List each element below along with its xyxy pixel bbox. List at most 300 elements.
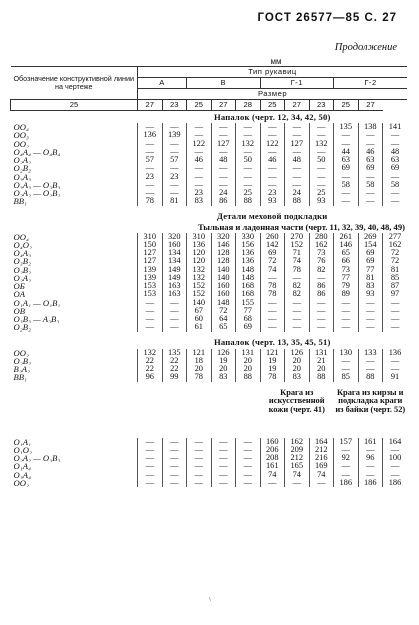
table-cell: 164 — [309, 438, 334, 446]
table-cell: 270 — [285, 233, 310, 241]
table-cell: 134 — [162, 249, 187, 257]
table-cell: 269 — [358, 233, 383, 241]
table-cell: — — [187, 148, 212, 156]
table-cell: 206 — [260, 446, 285, 454]
table-cell: 63 — [358, 156, 383, 164]
table-cell: — — [285, 181, 310, 189]
section-title: Напалок (черт. 12, 34, 42, 50) — [213, 111, 331, 122]
table-cell: — — [334, 189, 359, 197]
table-cell: 131 — [309, 349, 334, 357]
table-cell: — — [358, 131, 383, 139]
table-cell: — — [260, 274, 285, 282]
table-cell: 141 — [383, 123, 408, 131]
table-cell: — — [285, 315, 310, 323]
table-cell: 92 — [334, 454, 359, 462]
table-row — [11, 357, 408, 365]
table-cell: 24 — [285, 189, 310, 197]
table-cell: — — [138, 323, 163, 331]
table-cell: — — [162, 148, 187, 156]
line-designation: BB₁ — [13, 373, 27, 382]
table-cell: — — [309, 274, 334, 282]
table-cell: 86 — [211, 197, 236, 205]
table-cell: — — [187, 181, 212, 189]
table-cell: 86 — [309, 282, 334, 290]
table-cell: — — [211, 123, 236, 131]
table-cell: — — [358, 471, 383, 479]
table-cell: 120 — [187, 249, 212, 257]
table-cell: 20 — [236, 365, 261, 373]
table-row — [11, 241, 408, 249]
table-cell: 127 — [211, 140, 236, 148]
section-heading-row — [11, 337, 408, 349]
table-row — [11, 266, 408, 274]
table-cell: 260 — [260, 233, 285, 241]
size-column-header: 27 — [138, 100, 163, 111]
table-cell: — — [383, 357, 408, 365]
table-cell: — — [162, 462, 187, 470]
table-cell: 88 — [236, 373, 261, 381]
table-cell: 73 — [309, 249, 334, 257]
table-row — [11, 315, 408, 323]
table-cell: — — [211, 438, 236, 446]
table-cell: 162 — [309, 241, 334, 249]
table-cell: 19 — [260, 365, 285, 373]
size-column-header: 23 — [309, 100, 334, 111]
table-cell: — — [138, 123, 163, 131]
table-cell: — — [162, 140, 187, 148]
table-cell: — — [236, 471, 261, 479]
line-designation: O₁A₁ — [13, 437, 31, 446]
table-cell: — — [334, 307, 359, 315]
table-cell: 22 — [138, 365, 163, 373]
table-cell: — — [285, 323, 310, 331]
table-cell: 23 — [260, 189, 285, 197]
table-cell: 88 — [358, 373, 383, 381]
table-cell: 140 — [187, 299, 212, 307]
section-subtitle-row — [11, 223, 408, 233]
table-row — [11, 131, 408, 139]
table-cell: — — [211, 462, 236, 470]
table-row — [11, 173, 408, 181]
section-title: Напалок (черт. 13, 35, 45, 51) — [213, 337, 331, 347]
table-cell: 64 — [211, 315, 236, 323]
table-cell: — — [334, 197, 359, 205]
table-cell: 128 — [211, 257, 236, 265]
table-cell: — — [383, 131, 408, 139]
table-cell: 134 — [162, 257, 187, 265]
table-cell: 126 — [211, 349, 236, 357]
table-cell: — — [334, 365, 359, 373]
table-cell: — — [260, 315, 285, 323]
table-cell: 127 — [285, 140, 310, 148]
line-designation: O₃A₃ — [13, 172, 31, 181]
table-cell: 310 — [138, 233, 163, 241]
table-cell: 164 — [383, 438, 408, 446]
table-cell: 136 — [383, 349, 408, 357]
section-heading-row — [11, 211, 408, 223]
table-cell: — — [187, 462, 212, 470]
table-cell: 78 — [138, 197, 163, 205]
table-row — [11, 249, 408, 257]
line-designation: OO₄ — [13, 123, 29, 132]
table-cell: — — [138, 148, 163, 156]
table-cell: — — [138, 189, 163, 197]
table-cell: — — [285, 123, 310, 131]
table-cell: — — [260, 173, 285, 181]
table-cell: — — [162, 123, 187, 131]
table-cell: 136 — [236, 249, 261, 257]
size-column-header: 28 — [236, 100, 261, 111]
table-cell: 91 — [383, 373, 408, 381]
table-cell: 89 — [334, 290, 359, 298]
table-cell: — — [211, 479, 236, 487]
units-label: мм — [270, 57, 282, 66]
table-cell: 77 — [334, 274, 359, 282]
table-row — [11, 471, 408, 479]
table-cell: 150 — [138, 241, 163, 249]
table-cell: — — [211, 148, 236, 156]
table-cell: 22 — [162, 365, 187, 373]
table-cell: — — [334, 446, 359, 454]
table-cell: 126 — [285, 349, 310, 357]
table-cell: — — [138, 307, 163, 315]
table-row — [11, 290, 408, 298]
table-cell: 148 — [211, 299, 236, 307]
line-designation: O₄O₂ — [13, 240, 32, 249]
table-cell: 162 — [285, 438, 310, 446]
table-cell: 132 — [236, 140, 261, 148]
table-cell: 81 — [383, 266, 408, 274]
line-designation: OБ — [13, 282, 25, 291]
table-cell: 122 — [187, 140, 212, 148]
table-cell: 162 — [383, 241, 408, 249]
table-cell: — — [383, 189, 408, 197]
type-v: В — [187, 78, 261, 89]
table-cell: 68 — [236, 315, 261, 323]
table-cell: — — [187, 446, 212, 454]
table-cell: 128 — [211, 249, 236, 257]
line-designation: OO₂ — [13, 348, 29, 357]
table-cell: 78 — [260, 282, 285, 290]
table-cell: 140 — [211, 266, 236, 274]
table-cell: — — [187, 471, 212, 479]
table-cell: — — [236, 454, 261, 462]
table-cell: — — [211, 164, 236, 172]
section-title: Детали меховой подкладки — [217, 211, 328, 221]
table-cell: 96 — [138, 373, 163, 381]
table-cell: — — [285, 274, 310, 282]
table-cell: 88 — [309, 373, 334, 381]
table-cell: 165 — [285, 462, 310, 470]
table-cell: 83 — [285, 373, 310, 381]
table-cell: 69 — [334, 164, 359, 172]
line-designation: OO₄ — [13, 232, 29, 241]
table-cell: 81 — [358, 274, 383, 282]
table-cell: — — [162, 454, 187, 462]
table-cell: 88 — [236, 197, 261, 205]
table-cell: 63 — [334, 156, 359, 164]
line-designation: O₂B₂ — [13, 323, 31, 332]
table-cell: — — [162, 181, 187, 189]
table-cell: — — [334, 357, 359, 365]
table-cell: 146 — [211, 241, 236, 249]
table-cell: — — [138, 438, 163, 446]
table-cell: — — [383, 140, 408, 148]
table-cell: — — [260, 299, 285, 307]
table-cell: 127 — [138, 249, 163, 257]
table-cell: 69 — [236, 323, 261, 331]
table-cell: 130 — [334, 349, 359, 357]
tarpaulin-cuff-heading: Крага из кирзы и подкладка краги из байки (черт. 52) — [335, 387, 406, 414]
table-cell: 48 — [383, 148, 408, 156]
table-cell: 20 — [285, 365, 310, 373]
table-row — [11, 140, 408, 148]
table-cell: 99 — [162, 373, 187, 381]
table-cell: — — [334, 173, 359, 181]
table-cell: — — [236, 131, 261, 139]
table-cell: 160 — [211, 290, 236, 298]
size-column-header: 25 — [11, 100, 138, 111]
table-cell: — — [187, 123, 212, 131]
table-cell: — — [138, 164, 163, 172]
table-cell: — — [236, 173, 261, 181]
table-cell: 72 — [211, 307, 236, 315]
table-cell: — — [358, 299, 383, 307]
table-cell: 78 — [260, 290, 285, 298]
table-cell: — — [383, 315, 408, 323]
line-designation: O₂A₂ — [13, 156, 31, 165]
table-cell: 72 — [383, 257, 408, 265]
table-cell: 216 — [309, 454, 334, 462]
designation-header: Обозначение конструктивной линии на чертеже — [11, 67, 138, 100]
table-cell: 46 — [187, 156, 212, 164]
table-cell: 186 — [334, 479, 359, 487]
table-cell: 69 — [260, 249, 285, 257]
table-cell: — — [138, 315, 163, 323]
table-cell: — — [334, 462, 359, 470]
table-cell: — — [334, 315, 359, 323]
table-cell: 146 — [334, 241, 359, 249]
table-cell: 83 — [211, 373, 236, 381]
type-a: А — [138, 78, 187, 89]
table-cell: 160 — [211, 282, 236, 290]
table-cell: 74 — [285, 471, 310, 479]
table-cell: 280 — [309, 233, 334, 241]
table-cell: 24 — [211, 189, 236, 197]
table-cell: — — [187, 438, 212, 446]
table-cell: — — [334, 299, 359, 307]
table-cell: — — [358, 197, 383, 205]
table-cell: 155 — [236, 299, 261, 307]
table-cell: 82 — [285, 290, 310, 298]
line-designation: O₂B₂ — [13, 164, 31, 173]
table-cell: 85 — [334, 373, 359, 381]
table-cell: 58 — [358, 181, 383, 189]
table-cell: 132 — [187, 266, 212, 274]
table-cell: — — [138, 471, 163, 479]
table-cell: 121 — [260, 349, 285, 357]
table-cell: 20 — [187, 365, 212, 373]
table-cell: — — [211, 454, 236, 462]
table-cell: 330 — [236, 233, 261, 241]
table-cell: 72 — [383, 249, 408, 257]
table-cell: — — [138, 454, 163, 462]
table-cell: 58 — [334, 181, 359, 189]
line-designation: O₂A₂ — [13, 273, 31, 282]
table-cell: 212 — [285, 454, 310, 462]
table-cell: 87 — [383, 282, 408, 290]
table-cell: 139 — [162, 131, 187, 139]
table-cell: — — [358, 140, 383, 148]
table-cell: 23 — [162, 173, 187, 181]
table-cell: 169 — [309, 462, 334, 470]
table-cell: — — [236, 148, 261, 156]
table-cell: — — [260, 181, 285, 189]
table-cell: 168 — [236, 282, 261, 290]
table-cell: 20 — [285, 357, 310, 365]
table-cell: 48 — [211, 156, 236, 164]
table-cell: 148 — [236, 274, 261, 282]
table-cell: 60 — [187, 315, 212, 323]
table-row — [11, 323, 408, 331]
artificial-leather-cuff-heading: Крага из искусственной кожи (черт. 41) — [268, 387, 325, 414]
line-designation: O₁A₁ — O₁B₁ — [13, 298, 61, 307]
table-cell: 97 — [383, 290, 408, 298]
table-cell: — — [285, 173, 310, 181]
table-cell: — — [162, 307, 187, 315]
table-cell: — — [309, 173, 334, 181]
line-designation: OO₂ — [13, 478, 29, 487]
size-column-header: 27 — [285, 100, 310, 111]
line-designation: O₂A₂ — O₂B₂ — [13, 189, 61, 198]
line-designation: BB₁ — [13, 197, 27, 206]
table-cell: 20 — [211, 365, 236, 373]
table-cell: — — [358, 446, 383, 454]
table-cell: — — [138, 479, 163, 487]
table-cell: 74 — [285, 257, 310, 265]
line-designation: B₂A₂ — [13, 365, 30, 374]
table-cell: 65 — [334, 249, 359, 257]
line-designation: O₂B₂ — [13, 356, 31, 365]
table-cell: 157 — [334, 438, 359, 446]
table-cell: — — [211, 181, 236, 189]
table-cell: 65 — [211, 323, 236, 331]
table-cell: — — [383, 446, 408, 454]
table-row — [11, 373, 408, 381]
table-cell: — — [309, 315, 334, 323]
table-cell: 78 — [260, 373, 285, 381]
table-cell: 69 — [383, 164, 408, 172]
table-cell: — — [162, 323, 187, 331]
table-cell: — — [383, 197, 408, 205]
table-cell: 138 — [358, 123, 383, 131]
table-row — [11, 257, 408, 265]
table-cell: — — [162, 164, 187, 172]
table-cell: — — [260, 164, 285, 172]
table-cell: 152 — [285, 241, 310, 249]
table-cell: — — [285, 148, 310, 156]
table-cell: 186 — [358, 479, 383, 487]
table-row — [11, 349, 408, 357]
table-cell: 122 — [260, 140, 285, 148]
table-cell: — — [285, 299, 310, 307]
table-cell: — — [236, 479, 261, 487]
table-cell: 69 — [358, 164, 383, 172]
table-row — [11, 282, 408, 290]
table-cell: — — [285, 131, 310, 139]
line-designation: O₁O₂ — [13, 445, 32, 454]
table-cell: — — [211, 131, 236, 139]
table-cell: — — [187, 131, 212, 139]
line-designation: OO₂ — [13, 139, 29, 148]
table-cell: — — [383, 173, 408, 181]
table-cell: — — [358, 462, 383, 470]
table-cell: 50 — [309, 156, 334, 164]
table-cell: — — [260, 148, 285, 156]
table-cell: — — [187, 479, 212, 487]
table-cell: — — [211, 471, 236, 479]
table-cell: 140 — [211, 274, 236, 282]
table-cell: — — [309, 164, 334, 172]
table-cell: — — [358, 307, 383, 315]
table-cell: — — [162, 446, 187, 454]
table-cell: 160 — [260, 438, 285, 446]
table-cell: 153 — [138, 290, 163, 298]
table-cell: — — [236, 438, 261, 446]
table-cell: 132 — [309, 140, 334, 148]
table-cell: 136 — [138, 131, 163, 139]
table-cell: — — [236, 181, 261, 189]
table-cell: 63 — [383, 156, 408, 164]
table-cell: 74 — [260, 471, 285, 479]
table-cell: — — [211, 173, 236, 181]
table-cell: 82 — [285, 282, 310, 290]
table-cell: — — [260, 323, 285, 331]
table-cell: — — [138, 462, 163, 470]
table-cell: 277 — [383, 233, 408, 241]
table-cell: — — [309, 181, 334, 189]
table-cell: 72 — [260, 257, 285, 265]
table-cell: 209 — [285, 446, 310, 454]
table-cell: 208 — [260, 454, 285, 462]
table-cell: 19 — [260, 357, 285, 365]
line-designation: OB — [13, 306, 25, 315]
table-cell: — — [334, 131, 359, 139]
table-cell: — — [285, 479, 310, 487]
table-cell: — — [285, 164, 310, 172]
table-cell: — — [358, 357, 383, 365]
line-designation: O₃A₃ — O₃B₃ — [13, 180, 61, 189]
table-cell: — — [138, 140, 163, 148]
table-cell: — — [162, 479, 187, 487]
table-cell: — — [138, 181, 163, 189]
size-column-header: 25 — [260, 100, 285, 111]
table-cell: 310 — [187, 233, 212, 241]
table-cell: — — [383, 299, 408, 307]
table-row — [11, 462, 408, 470]
table-cell: 19 — [211, 357, 236, 365]
line-designation: O₂A₂ — O₃B₃ — [13, 454, 61, 463]
table-cell: 57 — [138, 156, 163, 164]
table-cell: 46 — [260, 156, 285, 164]
table-cell: — — [309, 131, 334, 139]
table-cell: — — [285, 307, 310, 315]
table-cell: — — [187, 173, 212, 181]
table-cell: 93 — [260, 197, 285, 205]
table-cell: — — [260, 131, 285, 139]
table-cell: — — [260, 479, 285, 487]
table-cell: 132 — [138, 349, 163, 357]
